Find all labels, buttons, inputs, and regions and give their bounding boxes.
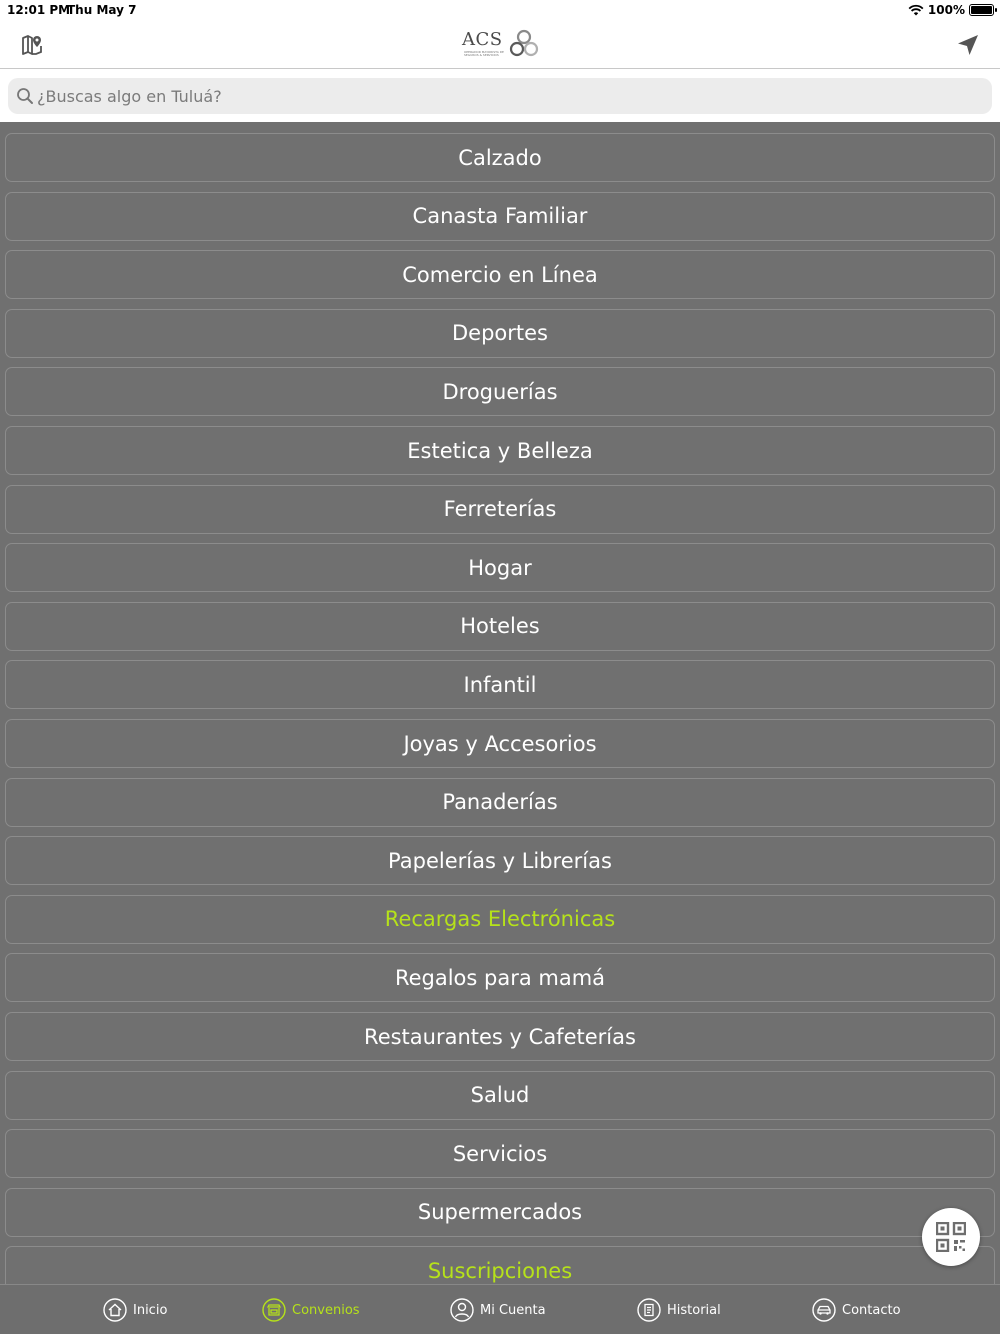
category-item[interactable]: Ferreterías [5,485,995,534]
tab-label: Mi Cuenta [480,1302,546,1318]
category-item[interactable]: Papelerías y Librerías [5,836,995,885]
category-item[interactable]: Suscripciones [5,1246,995,1284]
search-input[interactable] [37,78,977,114]
home-icon [103,1298,127,1322]
acs-logo [462,27,542,63]
category-item[interactable]: Supermercados [5,1188,995,1237]
category-item[interactable]: Servicios [5,1129,995,1178]
battery-icon [969,4,994,16]
battery-percent: 100% [927,3,965,17]
history-icon [637,1298,661,1322]
category-item[interactable]: Calzado [5,133,995,182]
tab-contacto[interactable] [812,1297,901,1323]
category-item[interactable]: Hoteles [5,602,995,651]
category-item[interactable]: Hogar [5,543,995,592]
category-item[interactable]: Regalos para mamá [5,953,995,1002]
search-icon [16,87,34,105]
tab-label: Convenios [292,1302,360,1318]
category-item[interactable]: Canasta Familiar [5,192,995,241]
search-area [0,70,1000,122]
wifi-icon [908,4,924,16]
status-date: Thu May 7 [67,3,137,17]
nav-bar [0,22,1000,69]
category-item[interactable]: Deportes [5,309,995,358]
logo-mark-icon [508,29,540,59]
category-list[interactable] [0,122,1000,1284]
user-icon [450,1298,474,1322]
logo-text: ACS [462,29,503,50]
store-icon [262,1298,286,1322]
category-item[interactable]: Restaurantes y Cafeterías [5,1012,995,1061]
category-item[interactable]: Panaderías [5,778,995,827]
map-pin-icon[interactable] [20,33,44,57]
category-item[interactable]: Joyas y Accesorios [5,719,995,768]
tab-convenios[interactable] [262,1297,360,1323]
tab-label: Historial [667,1302,721,1318]
category-item[interactable]: Droguerías [5,367,995,416]
location-arrow-icon[interactable] [956,33,980,57]
tab-label: Inicio [133,1302,168,1318]
category-item[interactable]: Comercio en Línea [5,250,995,299]
tab-mi-cuenta[interactable] [450,1297,546,1323]
category-item[interactable]: Estetica y Belleza [5,426,995,475]
tab-label: Contacto [842,1302,901,1318]
status-time: 12:01 PM [7,3,71,17]
logo-subtitle: OPERADOR MAYORISTA DE SEGUROS & SERVICIOS [464,50,504,57]
qr-code-icon [936,1222,966,1252]
car-icon [812,1298,836,1322]
category-item[interactable]: Infantil [5,660,995,709]
tab-bar [0,1284,1000,1334]
tab-inicio[interactable] [103,1297,167,1323]
category-item[interactable]: Salud [5,1071,995,1120]
category-item[interactable]: Recargas Electrónicas [5,895,995,944]
status-right [908,3,994,17]
status-bar [0,0,1000,22]
search-bar[interactable] [8,78,992,114]
tab-historial[interactable] [637,1297,721,1323]
qr-scan-button[interactable] [922,1208,980,1266]
